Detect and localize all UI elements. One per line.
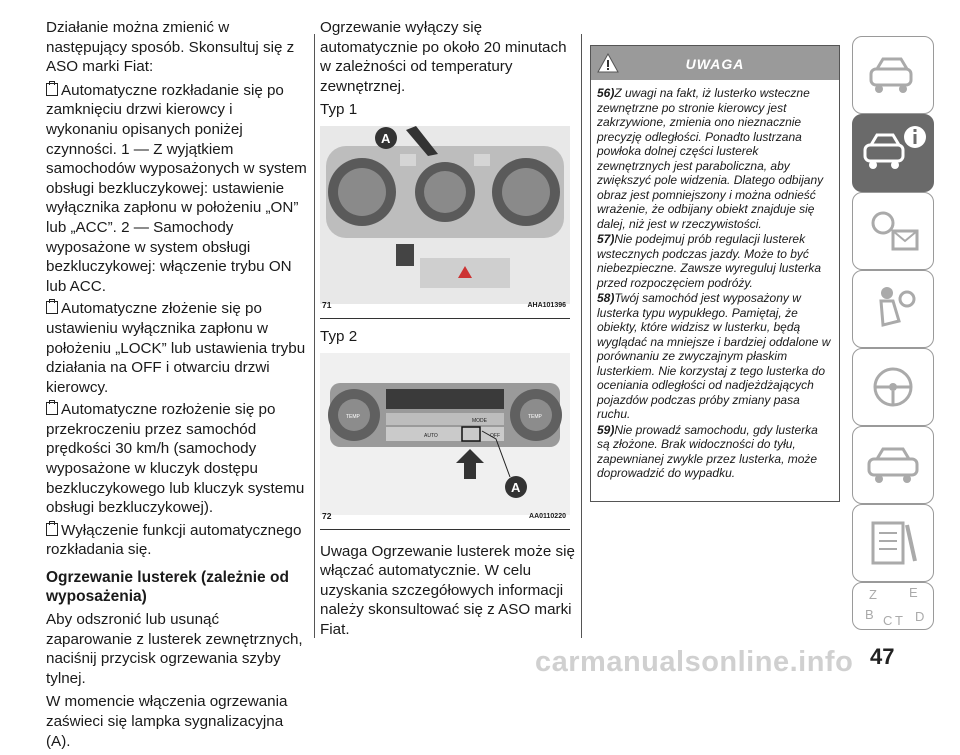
intro-text: Działanie można zmienić w następujący sposób. Skonsultuj się z ASO marki Fiat: bbox=[46, 19, 295, 76]
bullet-icon bbox=[46, 301, 58, 314]
index-letter: Z bbox=[869, 587, 877, 602]
climate-panel-type1-illustration bbox=[320, 126, 570, 304]
column-left bbox=[46, 18, 308, 755]
panel-auto: AUTO bbox=[424, 432, 438, 439]
climate-panel-type2-illustration bbox=[320, 353, 570, 515]
bullet-icon bbox=[46, 523, 58, 536]
list-item: Wyłączenie funkcji automatycznego rozkładania się. bbox=[46, 521, 302, 559]
warning-box bbox=[590, 45, 840, 502]
index-letter: C bbox=[883, 613, 893, 628]
marker-a: A bbox=[381, 130, 391, 146]
bullet-icon bbox=[46, 83, 58, 96]
page-number: 47 bbox=[870, 644, 895, 669]
marker-a: A bbox=[511, 479, 521, 495]
figure-climate-panel-type2 bbox=[320, 353, 570, 530]
column-divider bbox=[581, 34, 582, 638]
car-front-icon[interactable] bbox=[852, 36, 934, 114]
index-letter: B bbox=[865, 607, 874, 622]
figure-code: AA0110220 bbox=[529, 512, 566, 520]
figure-code: AHA101396 bbox=[527, 302, 566, 310]
figure-climate-panel-type1 bbox=[320, 126, 570, 319]
index-letter: D bbox=[915, 609, 925, 624]
list-item: Automatyczne rozłożenie się po przekroczeniu przez samochód prędkości 30 km/h (samochody wyposażone w kluczyk dostępu bezkluczykowego lub kluczyk systemu obsługi bezkluczykowej). bbox=[46, 401, 305, 517]
figure-type-label: Typ 1 bbox=[320, 101, 358, 119]
warning-item: 56)Z uwagi na fakt, iż lusterko wsteczne zewnętrzne po stronie kierowcy jest zakrzywione, zmienia ono nieznacznie precyzję odległości. Ponadto lustrzana powłoka dolnej części lusterek zewnętrznych jest paraboliczna, aby zwiększyć pole widzenia. Dlatego odbijany obraz jest pomniejszony i można odnieść wrażenie, że odbijany obiekt znajduje się dalej, niż jest w rzeczywistości. bbox=[597, 86, 824, 231]
section-heading: Ogrzewanie lusterek (zależnie od wyposażenia) bbox=[46, 569, 289, 606]
panel-off: OFF bbox=[490, 432, 500, 439]
body-text: Aby odszronić lub usunąć zaparowanie z lusterek zewnętrznych, naciśnij przycisk ogrzewania szyby tylnej. bbox=[46, 611, 303, 687]
warning-lights-icon[interactable] bbox=[852, 192, 934, 270]
warning-title: UWAGA bbox=[685, 56, 745, 72]
warning-item: 59)Nie prowadź samochodu, gdy lusterka są złożone. Brak widoczności do tyłu, zapewnianej zwykle przez lusterka, może doprowadzić do wypadku. bbox=[597, 422, 818, 480]
figure-number: 71 bbox=[322, 300, 332, 311]
car-info-icon[interactable] bbox=[852, 114, 934, 192]
panel-temp-left: TEMP bbox=[346, 413, 360, 420]
panel-temp-right: TEMP bbox=[528, 413, 542, 420]
note-text: Uwaga Ogrzewanie lusterek może się włączać automatycznie. W celu uzyskania szczegółowych informacji należy skonsultować się z ASO marki Fiat. bbox=[320, 542, 575, 638]
index-letter: E bbox=[909, 585, 918, 600]
warning-body bbox=[591, 80, 839, 481]
list-item: Automatyczne złożenie się po ustawieniu wyłącznika zapłonu w położeniu „LOCK” lub ustawienia trybu działania na OFF i otwarciu drzwi kierowcy. bbox=[46, 300, 306, 396]
column-divider bbox=[314, 34, 315, 638]
warning-item: 57)Nie podejmuj prób regulacji lusterek wstecznych podczas jazdy. Może to być niebezpieczne. Zawsze wyreguluj lusterka przed rozpoczęciem podróży. bbox=[597, 232, 822, 290]
column-middle bbox=[320, 18, 578, 644]
warning-item: 58)Twój samochód jest wyposażony w lusterka typu wypukłego. Pamiętaj, że obiekty, które widzisz w lusterku, będą wyglądać na mniejsze i bardziej oddalone w porównaniu ze zwyczajnym płaskim lusterkiem. Nie korzystaj z tego lusterka do oceniania odległości od nadjeżdżających pojazdów podczas próby zmiany pasa ruchu. bbox=[597, 291, 831, 421]
index-letter: T bbox=[895, 613, 903, 628]
watermark: carmanualsonline.info bbox=[535, 646, 854, 678]
list-item: Automatyczne rozkładanie się po zamknięciu drzwi kierowcy i wykonaniu opisanych poniżej czynności. 1 — Z wyjątkiem samochodów wyposażonych w system obsługi bezkluczykowej: ustawienie wyłącznika zapłonu w położeniu „ON” lub „ACC”. 2 — Samochody wyposażone w system obsługi bezkluczykowej: włączenie trybu ON lub ACC. bbox=[46, 81, 307, 295]
warning-header bbox=[591, 46, 839, 80]
panel-mode: MODE bbox=[472, 417, 487, 424]
intro-text: Ogrzewanie wyłączy się automatycznie po około 20 minutach w zależności od temperatury zewnętrznej. bbox=[320, 19, 567, 95]
figure-number: 72 bbox=[322, 510, 332, 521]
figure-type-label: Typ 2 bbox=[320, 327, 358, 345]
bullet-icon bbox=[46, 402, 58, 415]
airbag-seat-icon[interactable] bbox=[852, 270, 934, 348]
alphabet-index-icon[interactable] bbox=[852, 582, 934, 630]
steering-wheel-icon[interactable] bbox=[852, 348, 934, 426]
car-side-icon[interactable] bbox=[852, 426, 934, 504]
tools-checklist-icon[interactable] bbox=[852, 504, 934, 582]
body-text: W momencie włączenia ogrzewania zaświeci się lampka sygnalizacyjna (A). bbox=[46, 693, 288, 750]
